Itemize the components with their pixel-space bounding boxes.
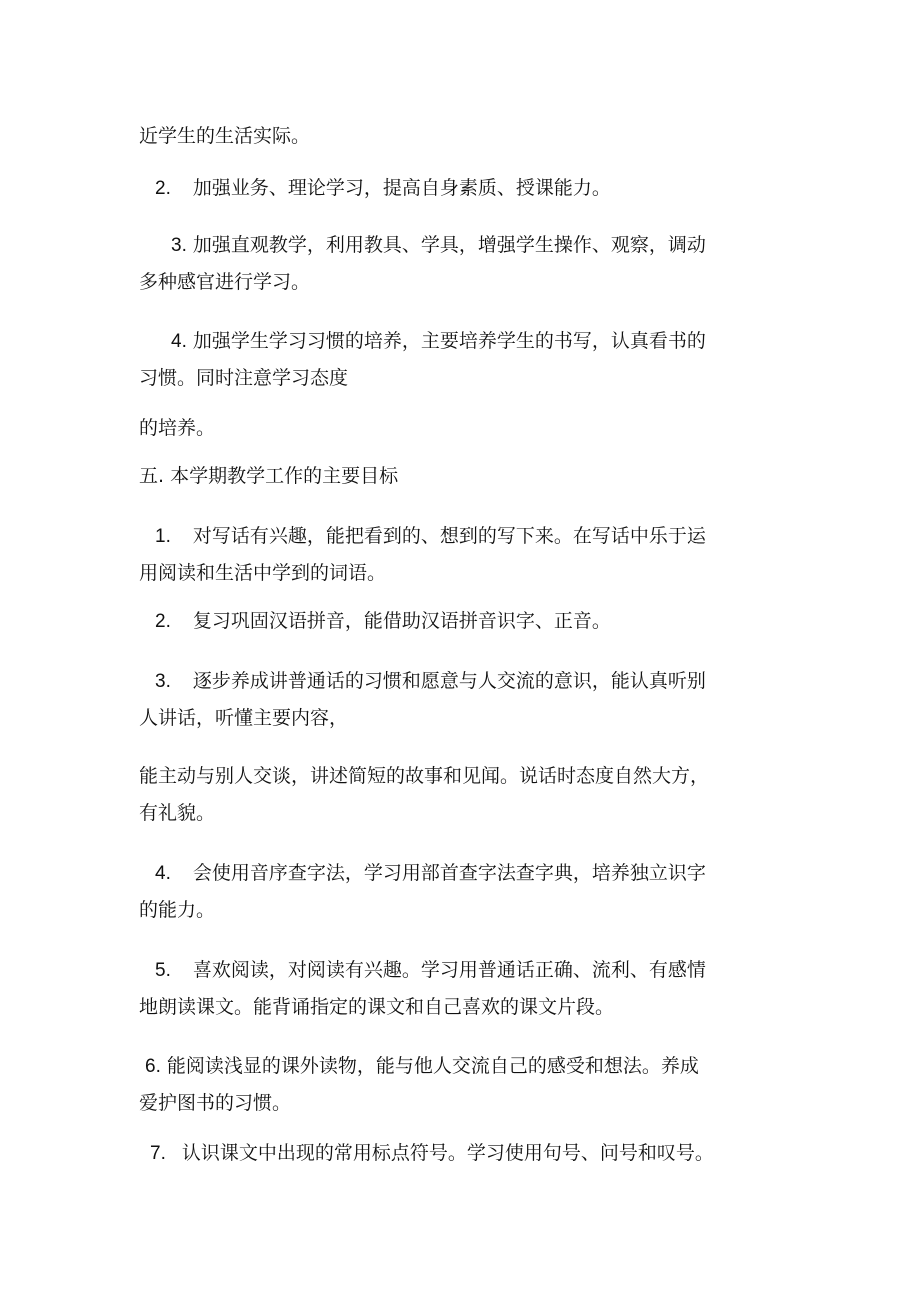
section-heading xyxy=(139,464,779,488)
list-item xyxy=(155,609,795,634)
text-line xyxy=(139,416,779,440)
text-line xyxy=(139,706,779,730)
text-line xyxy=(139,124,779,148)
item-text-continued: 用阅读和生活中学到的词语。 xyxy=(139,562,387,584)
list-item xyxy=(155,669,795,694)
item-text-continued: 的能力。 xyxy=(139,899,216,921)
item-number: 7. xyxy=(150,1143,166,1164)
item-text-continued: 爱护图书的习惯。 xyxy=(139,1092,292,1114)
item-number: 5. xyxy=(155,960,171,981)
item-text: 加强直观教学，利用教具、学具，增强学生操作、观察，调动 xyxy=(192,234,706,256)
item-text: 加强学生学习习惯的培养，主要培养学生的书写，认真看书的 xyxy=(192,330,706,352)
text-line xyxy=(139,995,779,1019)
text-line xyxy=(139,764,779,788)
item-number: 3. xyxy=(171,235,187,256)
text-line xyxy=(139,561,779,585)
item-number: 4. xyxy=(171,331,187,352)
text-line xyxy=(139,366,779,390)
item-number: 2. xyxy=(155,611,171,632)
item-text: 认识课文中出现的常用标点符号。学习使用句号、问号和叹号。 xyxy=(181,1142,714,1164)
item-text-continued: 有礼貌。 xyxy=(139,802,216,824)
item-text-continued: 地朗读课文。能背诵指定的课文和自己喜欢的课文片段。 xyxy=(139,996,615,1018)
text-line xyxy=(139,270,779,294)
list-item xyxy=(171,329,811,354)
list-item xyxy=(145,1054,785,1079)
list-item xyxy=(155,861,795,886)
item-number: 2. xyxy=(155,178,171,199)
item-text-continued: 能主动与别人交谈，讲述简短的故事和见闻。说话时态度自然大方， xyxy=(139,765,710,787)
item-text-continued: 人讲话，听懂主要内容， xyxy=(139,707,349,729)
item-text-continued: 多种感官进行学习。 xyxy=(139,271,311,293)
list-item xyxy=(155,524,795,549)
text-line xyxy=(139,1091,779,1115)
list-item xyxy=(155,176,795,201)
item-text-continued: 的培养。 xyxy=(139,417,216,439)
item-text: 能阅读浅显的课外读物，能与他人交流自己的感受和想法。养成 xyxy=(166,1055,699,1077)
item-number: 1. xyxy=(155,526,171,547)
item-text-continued: 习惯。同时注意学习态度 xyxy=(139,367,349,389)
text-line xyxy=(139,898,779,922)
item-text: 对写话有兴趣，能把看到的、想到的写下来。在写话中乐于运 xyxy=(192,525,706,547)
text-content: 近学生的生活实际。 xyxy=(139,125,311,147)
list-item xyxy=(150,1141,790,1166)
item-number: 4. xyxy=(155,863,171,884)
item-text: 复习巩固汉语拼音，能借助汉语拼音识字、正音。 xyxy=(192,610,611,632)
item-text: 加强业务、理论学习，提高自身素质、授课能力。 xyxy=(192,177,611,199)
item-text: 逐步养成讲普通话的习惯和愿意与人交流的意识，能认真听别 xyxy=(192,670,706,692)
list-item xyxy=(171,233,811,258)
item-text: 喜欢阅读，对阅读有兴趣。学习用普通话正确、流利、有感情 xyxy=(192,959,706,981)
list-item xyxy=(155,958,795,983)
item-number: 6. xyxy=(145,1056,161,1077)
item-number: 3. xyxy=(155,671,171,692)
heading-text: 五. 本学期教学工作的主要目标 xyxy=(139,465,399,487)
item-text: 会使用音序查字法，学习用部首查字法查字典，培养独立识字 xyxy=(192,862,706,884)
text-line xyxy=(139,801,779,825)
